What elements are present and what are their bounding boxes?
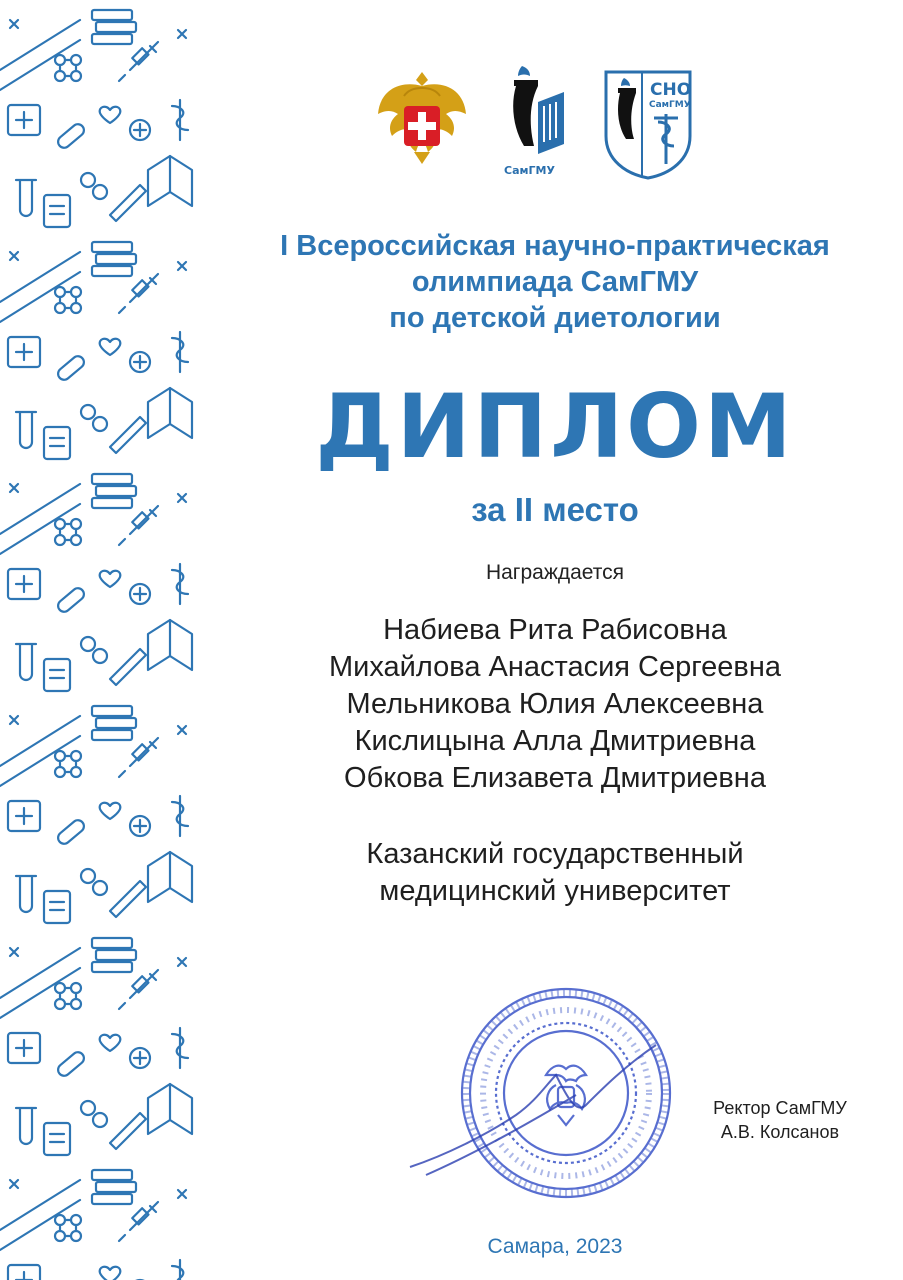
official-stamp [406,985,676,1205]
ministry-coat-of-arms-logo [374,62,470,172]
olympiad-heading-line-2: олимпиада СамГМУ [411,266,699,298]
sno-logo-bottom-text: СамГМУ [649,100,691,110]
samgmu-logo [500,62,570,177]
recipient-name: Мельникова Юлия Алексеевна [346,688,764,720]
sno-samgmu-shield-logo [602,68,694,180]
sno-logo-top-text: СНО [650,80,692,100]
university-name-line-1: Казанский государственный [366,838,744,870]
recipient-name: Михайлова Анастасия Сергеевна [329,651,781,683]
university-name-line-2: медицинский университет [379,875,731,907]
rector-role: Ректор СамГМУ [713,1098,847,1118]
recipient-names [210,612,900,797]
olympiad-heading-line-3: по детской диетологии [389,302,721,334]
awarded-label: Награждается [485,561,625,584]
olympiad-heading [205,228,903,336]
recipient-name: Обкова Елизавета Дмитриевна [344,762,766,794]
recipient-name: Кислицына Алла Дмитриевна [354,725,756,757]
rector-signature-block [680,1096,880,1144]
diploma-title: ДИПЛОМ [315,375,795,478]
recipient-name: Набиева Рита Рабисовна [383,614,727,646]
university-name [210,836,900,910]
rector-name: А.В. Колсанов [720,1122,840,1142]
samgmu-logo-caption: СамГМУ [504,164,555,177]
olympiad-heading-line-1: I Всероссийская научно-практическая [280,230,830,262]
decorative-pattern-strip [0,0,195,1280]
place-and-year: Самара, 2023 [487,1235,623,1258]
award-place: за II место [471,491,639,528]
logos-row [370,62,710,187]
